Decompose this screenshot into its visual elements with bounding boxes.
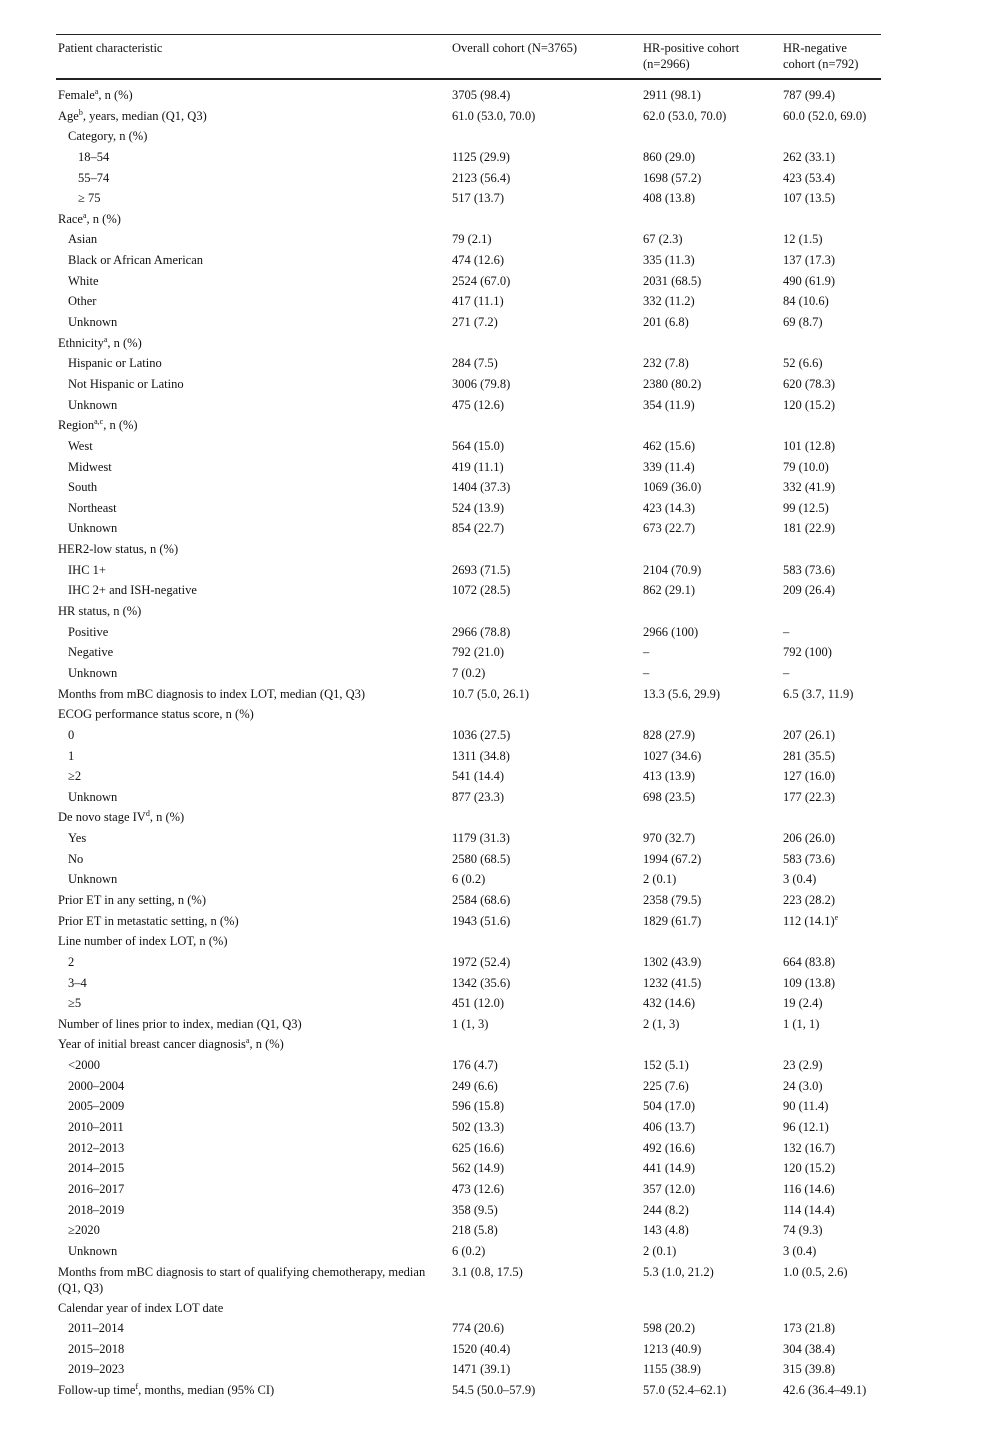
table-row <box>0 353 986 374</box>
table-row <box>0 787 986 808</box>
row-label: Prior ET in metastatic setting, n (%) <box>58 913 239 928</box>
table-row <box>0 1241 986 1262</box>
hr-negative-value: 181 (22.9) <box>783 521 836 536</box>
table-row <box>0 993 986 1014</box>
footnote-marker: e <box>834 912 839 922</box>
overall-value: 284 (7.5) <box>452 356 498 371</box>
hr-negative-value: 19 (2.4) <box>783 996 823 1011</box>
hr-positive-value: 2104 (70.9) <box>643 562 702 577</box>
table-row <box>0 250 986 271</box>
table-row <box>0 168 986 189</box>
table-row <box>0 580 986 601</box>
row-label: Unknown <box>68 521 118 536</box>
overall-value: 473 (12.6) <box>452 1181 505 1196</box>
row-label: Follow-up time$^f$, months, median (95% CI) <box>58 1381 275 1398</box>
hr-negative-value: 112 $(14.1)^e$ <box>783 912 839 928</box>
row-label: Race$^a$, n (%) <box>58 210 121 226</box>
overall-value: 417 (11.1) <box>452 294 504 309</box>
hr-positive-value: – <box>643 665 650 680</box>
hr-positive-value: 408 (13.8) <box>643 191 696 206</box>
hr-positive-value: 413 (13.9) <box>643 769 696 784</box>
overall-value: 774 (20.6) <box>452 1321 505 1336</box>
hr-positive-value: 2031 (68.5) <box>643 273 702 288</box>
overall-value: 877 (23.3) <box>452 789 505 804</box>
hr-positive-value: 354 (11.9) <box>643 397 695 412</box>
row-label: Age$^b$, years, median (Q1, Q3) <box>58 107 207 123</box>
hr-positive-value: 970 (32.7) <box>643 831 696 846</box>
hr-negative-value: 1.0 (0.5, 2.6) <box>783 1264 848 1279</box>
footnote-marker: a <box>245 1036 250 1046</box>
table-row <box>0 849 986 870</box>
table-row <box>0 518 986 539</box>
table-row <box>0 106 986 127</box>
table-row <box>0 973 986 994</box>
hr-negative-value: 262 (33.1) <box>783 149 836 164</box>
hr-positive-value: 1302 (43.9) <box>643 954 702 969</box>
footnote-marker: f <box>135 1381 139 1391</box>
hr-positive-value: 57.0 (52.4–62.1) <box>643 1383 727 1398</box>
row-label: Positive <box>68 624 109 639</box>
hr-positive-value: 5.3 (1.0, 21.2) <box>643 1264 714 1279</box>
hr-negative-value: 79 (10.0) <box>783 459 829 474</box>
row-label: ≥2 <box>68 769 82 784</box>
hr-negative-value: 6.5 (3.7, 11.9) <box>783 686 854 701</box>
table-row <box>0 766 986 787</box>
overall-value: 596 (15.8) <box>452 1099 505 1114</box>
hr-positive-value: 332 (11.2) <box>643 294 695 309</box>
row-label: White <box>68 273 99 288</box>
overall-value: 7 (0.2) <box>452 665 486 680</box>
hr-positive-value: 441 (14.9) <box>643 1161 696 1176</box>
overall-value: 176 (4.7) <box>452 1058 498 1073</box>
row-label: 2000–2004 <box>68 1078 125 1093</box>
overall-value: 2584 (68.6) <box>452 892 511 907</box>
hr-negative-value: 423 (53.4) <box>783 170 836 185</box>
footnote-marker: a <box>103 334 108 344</box>
hr-positive-value: 698 (23.5) <box>643 789 696 804</box>
overall-value: 562 (14.9) <box>452 1161 505 1176</box>
table-row <box>0 1179 986 1200</box>
row-label: Line number of index LOT, n (%) <box>58 934 228 949</box>
hr-positive-value: 152 (5.1) <box>643 1058 689 1073</box>
hr-positive-value: 232 (7.8) <box>643 356 689 371</box>
hr-positive-value: 860 (29.0) <box>643 149 696 164</box>
hr-positive-value: 335 (11.3) <box>643 253 695 268</box>
footnote-marker: a <box>82 210 87 220</box>
row-label: Unknown <box>68 789 118 804</box>
overall-value: 1311 (34.8) <box>452 748 510 763</box>
table-row <box>0 1034 986 1055</box>
table-header-rule <box>56 78 881 80</box>
hr-positive-value: 1232 (41.5) <box>643 975 702 990</box>
row-label: Black or African American <box>68 253 204 268</box>
hr-positive-value: 673 (22.7) <box>643 521 696 536</box>
hr-negative-value: 173 (21.8) <box>783 1321 836 1336</box>
overall-value: 541 (14.4) <box>452 769 505 784</box>
table-row <box>0 1014 986 1035</box>
table-row <box>0 1138 986 1159</box>
row-label: Year of initial breast cancer diagnosis$^a$, n (%) <box>58 1036 284 1052</box>
hr-negative-value: 304 (38.4) <box>783 1341 836 1356</box>
hr-positive-value: 201 (6.8) <box>643 315 689 330</box>
table-row <box>0 869 986 890</box>
overall-value: 1404 (37.3) <box>452 480 511 495</box>
row-label: 2016–2017 <box>68 1181 125 1196</box>
table-row <box>0 746 986 767</box>
row-label: IHC 1+ <box>68 562 106 577</box>
overall-value: 2123 (56.4) <box>452 170 511 185</box>
hr-negative-value: 281 (35.5) <box>783 748 836 763</box>
table-row <box>0 931 986 952</box>
table-row <box>0 1318 986 1339</box>
row-label: ECOG performance status score, n (%) <box>58 707 254 722</box>
hr-positive-value: 339 (11.4) <box>643 459 695 474</box>
overall-value: 10.7 (5.0, 26.1) <box>452 686 530 701</box>
hr-positive-value: 62.0 (53.0, 70.0) <box>643 108 727 123</box>
table-row <box>0 436 986 457</box>
hr-negative-value: 52 (6.6) <box>783 356 823 371</box>
hr-negative-value: 315 (39.8) <box>783 1362 836 1377</box>
overall-value: 3.1 (0.8, 17.5) <box>452 1264 523 1279</box>
overall-value: 419 (11.1) <box>452 459 504 474</box>
hr-negative-value: – <box>783 624 790 639</box>
row-label: ≥5 <box>68 996 82 1011</box>
hr-negative-value: 3 (0.4) <box>783 1243 817 1258</box>
table-row <box>0 1359 986 1380</box>
hr-negative-value: 90 (11.4) <box>783 1099 829 1114</box>
row-label: Unknown <box>68 665 118 680</box>
overall-value: 6 (0.2) <box>452 872 486 887</box>
hr-negative-value: 116 (14.6) <box>783 1181 835 1196</box>
row-label: 3–4 <box>68 975 87 990</box>
hr-positive-value: 1213 (40.9) <box>643 1341 702 1356</box>
row-label: Number of lines prior to index, median (Q1, Q3) <box>58 1016 302 1031</box>
table-row <box>0 374 986 395</box>
overall-value: 517 (13.7) <box>452 191 505 206</box>
hr-negative-value: 60.0 (52.0, 69.0) <box>783 108 867 123</box>
overall-value: 792 (21.0) <box>452 645 505 660</box>
table-row <box>0 415 986 436</box>
row-label: 1 <box>68 748 75 763</box>
table-row <box>0 1117 986 1138</box>
row-label: Unknown <box>68 397 118 412</box>
overall-value: 1943 (51.6) <box>452 913 511 928</box>
header-hr-negative-cohort: HR-negative cohort (n=792) <box>783 41 859 71</box>
row-label: 2 <box>68 954 75 969</box>
hr-positive-value: 598 (20.2) <box>643 1321 696 1336</box>
table-row <box>0 952 986 973</box>
overall-value: 1520 (40.4) <box>452 1341 511 1356</box>
table-row <box>0 622 986 643</box>
hr-positive-value: 13.3 (5.6, 29.9) <box>643 686 721 701</box>
row-label: 55–74 <box>78 170 110 185</box>
table-row <box>0 477 986 498</box>
header-overall-cohort: Overall cohort (N=3765) <box>452 41 578 55</box>
table-row <box>0 498 986 519</box>
table-row <box>0 1220 986 1241</box>
hr-positive-value: 406 (13.7) <box>643 1120 696 1135</box>
hr-negative-value: 792 (100) <box>783 645 832 660</box>
hr-negative-value: 490 (61.9) <box>783 273 836 288</box>
hr-negative-value: 3 (0.4) <box>783 872 817 887</box>
overall-value: 1342 (35.6) <box>452 975 511 990</box>
hr-negative-value: 209 (26.4) <box>783 583 836 598</box>
hr-positive-value: 1829 (61.7) <box>643 913 702 928</box>
hr-negative-value: 120 (15.2) <box>783 397 836 412</box>
hr-negative-value: 101 (12.8) <box>783 438 836 453</box>
hr-negative-value: 120 (15.2) <box>783 1161 836 1176</box>
hr-negative-value: 74 (9.3) <box>783 1223 823 1238</box>
row-label: 0 <box>68 727 75 742</box>
footnote-marker: d <box>145 809 150 819</box>
hr-positive-value: – <box>643 645 650 660</box>
hr-positive-value: 244 (8.2) <box>643 1202 689 1217</box>
table-row <box>0 1076 986 1097</box>
table-row <box>0 601 986 622</box>
hr-negative-value: 42.6 (36.4–49.1) <box>783 1383 867 1398</box>
table-row <box>0 1380 986 1401</box>
hr-positive-value: 1027 (34.6) <box>643 748 702 763</box>
hr-negative-value: 137 (17.3) <box>783 253 836 268</box>
hr-positive-value: 2358 (79.5) <box>643 892 702 907</box>
overall-value: 358 (9.5) <box>452 1202 498 1217</box>
hr-positive-value: 423 (14.3) <box>643 500 696 515</box>
row-label: 2012–2013 <box>68 1140 125 1155</box>
overall-value: 854 (22.7) <box>452 521 505 536</box>
row-label: Midwest <box>68 459 112 474</box>
table-row <box>0 642 986 663</box>
overall-value: 475 (12.6) <box>452 397 505 412</box>
hr-negative-value: 207 (26.1) <box>783 727 836 742</box>
header-hr-positive-cohort: HR-positive cohort (n=2966) <box>643 41 740 71</box>
hr-negative-value: 24 (3.0) <box>783 1078 823 1093</box>
row-label: Months from mBC diagnosis to start of qualifying chemotherapy, median (Q1, Q3) <box>58 1264 426 1295</box>
hr-negative-value: 177 (22.3) <box>783 789 836 804</box>
overall-value: 1072 (28.5) <box>452 583 511 598</box>
table-row <box>0 147 986 168</box>
overall-value: 3705 (98.4) <box>452 88 511 102</box>
row-label: Not Hispanic or Latino <box>68 376 184 391</box>
overall-value: 2693 (71.5) <box>452 562 511 577</box>
hr-positive-value: 2 (1, 3) <box>643 1016 680 1031</box>
hr-negative-value: 787 (99.4) <box>783 88 836 102</box>
hr-positive-value: 2 (0.1) <box>643 872 677 887</box>
hr-negative-value: 332 (41.9) <box>783 480 836 495</box>
row-label: South <box>68 480 98 495</box>
hr-negative-value: 664 (83.8) <box>783 954 836 969</box>
table-row <box>0 188 986 209</box>
table-row <box>0 333 986 354</box>
hr-negative-value: 69 (8.7) <box>783 315 823 330</box>
row-label: Female$^a$, n (%) <box>58 86 133 102</box>
row-label: Yes <box>68 831 87 846</box>
row-label: Northeast <box>68 500 117 515</box>
row-label: Calendar year of index LOT date <box>58 1300 224 1315</box>
row-label: Prior ET in any setting, n (%) <box>58 892 207 907</box>
table-row <box>0 1339 986 1360</box>
table-row <box>0 1200 986 1221</box>
row-label: Unknown <box>68 315 118 330</box>
hr-positive-value: 504 (17.0) <box>643 1099 696 1114</box>
hr-negative-value: 114 (14.4) <box>783 1202 835 1217</box>
table-row <box>0 271 986 292</box>
table-row <box>0 890 986 911</box>
table-row <box>0 684 986 705</box>
table-row <box>0 312 986 333</box>
hr-negative-value: 107 (13.5) <box>783 191 836 206</box>
hr-positive-value: 2 (0.1) <box>643 1243 677 1258</box>
overall-value: 1972 (52.4) <box>452 954 511 969</box>
table-row <box>0 209 986 230</box>
table-top-rule <box>56 34 881 35</box>
hr-negative-value: 620 (78.3) <box>783 376 836 391</box>
hr-negative-value: 583 (73.6) <box>783 851 836 866</box>
table-row <box>0 663 986 684</box>
row-label: IHC 2+ and ISH-negative <box>68 583 197 598</box>
hr-negative-value: 96 (12.1) <box>783 1120 829 1135</box>
hr-negative-value: 12 (1.5) <box>783 232 823 247</box>
row-label: 2011–2014 <box>68 1321 124 1336</box>
row-label: 2019–2023 <box>68 1362 125 1377</box>
row-label: 2014–2015 <box>68 1161 125 1176</box>
row-label: No <box>68 851 84 866</box>
overall-value: 2524 (67.0) <box>452 273 511 288</box>
overall-value: 2966 (78.8) <box>452 624 511 639</box>
hr-negative-value: 1 (1, 1) <box>783 1016 820 1031</box>
table-row <box>0 1055 986 1076</box>
overall-value: 79 (2.1) <box>452 232 492 247</box>
row-label: West <box>68 438 93 453</box>
overall-value: 271 (7.2) <box>452 315 498 330</box>
overall-value: 1125 (29.9) <box>452 149 510 164</box>
hr-positive-value: 2911 (98.1) <box>643 88 701 102</box>
row-label: 2018–2019 <box>68 1202 125 1217</box>
row-label: ≥2020 <box>68 1223 100 1238</box>
hr-positive-value: 225 (7.6) <box>643 1078 689 1093</box>
row-label: Hispanic or Latino <box>68 356 162 371</box>
table-row <box>0 395 986 416</box>
table-row <box>0 85 986 106</box>
overall-value: 474 (12.6) <box>452 253 505 268</box>
overall-value: 6 (0.2) <box>452 1243 486 1258</box>
hr-negative-value: 127 (16.0) <box>783 769 836 784</box>
hr-positive-value: 143 (4.8) <box>643 1223 689 1238</box>
row-label: HER2-low status, n (%) <box>58 542 179 557</box>
row-label: HR status, n (%) <box>58 604 142 619</box>
table-row <box>0 1298 986 1319</box>
overall-value: 625 (16.6) <box>452 1140 505 1155</box>
hr-negative-value: 583 (73.6) <box>783 562 836 577</box>
table-row <box>0 1158 986 1179</box>
hr-positive-value: 828 (27.9) <box>643 727 696 742</box>
table-row <box>0 725 986 746</box>
hr-negative-value: 132 (16.7) <box>783 1140 836 1155</box>
table-row <box>0 539 986 560</box>
hr-negative-value: 109 (13.8) <box>783 975 836 990</box>
overall-value: 249 (6.6) <box>452 1078 498 1093</box>
row-label: Negative <box>68 645 114 660</box>
row-label: Category, n (%) <box>68 129 148 144</box>
overall-value: 3006 (79.8) <box>452 376 511 391</box>
overall-value: 524 (13.9) <box>452 500 505 515</box>
row-label: Months from mBC diagnosis to index LOT, median (Q1, Q3) <box>58 686 366 701</box>
row-label: Ethnicity$^a$, n (%) <box>58 334 142 350</box>
overall-value: 451 (12.0) <box>452 996 505 1011</box>
table-row <box>0 828 986 849</box>
hr-positive-value: 1698 (57.2) <box>643 170 702 185</box>
row-label: <2000 <box>68 1058 101 1073</box>
table-row <box>0 229 986 250</box>
hr-positive-value: 862 (29.1) <box>643 583 696 598</box>
hr-negative-value: 223 (28.2) <box>783 892 836 907</box>
table-row <box>0 911 986 932</box>
hr-positive-value: 2380 (80.2) <box>643 376 702 391</box>
footnote-marker: a,c <box>94 417 104 427</box>
hr-negative-value: 206 (26.0) <box>783 831 836 846</box>
hr-negative-value: 99 (12.5) <box>783 500 829 515</box>
table-row <box>0 807 986 828</box>
overall-value: 564 (15.0) <box>452 438 505 453</box>
overall-value: 1179 (31.3) <box>452 831 510 846</box>
overall-value: 1471 (39.1) <box>452 1362 511 1377</box>
hr-positive-value: 492 (16.6) <box>643 1140 696 1155</box>
header-patient-characteristic: Patient characteristic <box>58 41 163 55</box>
overall-value: 218 (5.8) <box>452 1223 498 1238</box>
hr-positive-value: 462 (15.6) <box>643 438 696 453</box>
overall-value: 1 (1, 3) <box>452 1016 489 1031</box>
table-row <box>0 560 986 581</box>
table-row <box>0 126 986 147</box>
table-row <box>0 1096 986 1117</box>
row-label: 2005–2009 <box>68 1099 125 1114</box>
row-label: Region$^{a,c}$, n (%) <box>58 417 138 433</box>
row-label: 2015–2018 <box>68 1341 125 1356</box>
table-row <box>0 291 986 312</box>
overall-value: 54.5 (50.0–57.9) <box>452 1383 536 1398</box>
hr-negative-value: 84 (10.6) <box>783 294 829 309</box>
table-row <box>0 1262 986 1298</box>
row-label: Asian <box>68 232 98 247</box>
hr-positive-value: 432 (14.6) <box>643 996 696 1011</box>
hr-positive-value: 1155 (38.9) <box>643 1362 701 1377</box>
row-label: Unknown <box>68 872 118 887</box>
footnote-marker: b <box>78 107 83 117</box>
row-label: 18–54 <box>78 149 110 164</box>
overall-value: 502 (13.3) <box>452 1120 505 1135</box>
overall-value: 1036 (27.5) <box>452 727 511 742</box>
hr-positive-value: 1069 (36.0) <box>643 480 702 495</box>
table-row <box>0 704 986 725</box>
overall-value: 2580 (68.5) <box>452 851 511 866</box>
footnote-marker: a <box>94 86 99 96</box>
hr-negative-value: – <box>783 665 790 680</box>
row-label: ≥ 75 <box>78 191 101 206</box>
row-label: De novo stage $IV^d$, n (%) <box>58 809 185 825</box>
table-row <box>0 457 986 478</box>
hr-positive-value: 2966 (100) <box>643 624 699 639</box>
hr-negative-value: 23 (2.9) <box>783 1058 823 1073</box>
row-label: 2010–2011 <box>68 1120 124 1135</box>
table-body <box>0 85 986 1401</box>
row-label: Other <box>68 294 97 309</box>
hr-positive-value: 67 (2.3) <box>643 232 683 247</box>
hr-positive-value: 1994 (67.2) <box>643 851 702 866</box>
overall-value: 61.0 (53.0, 70.0) <box>452 108 536 123</box>
hr-positive-value: 357 (12.0) <box>643 1181 696 1196</box>
row-label: Unknown <box>68 1243 118 1258</box>
